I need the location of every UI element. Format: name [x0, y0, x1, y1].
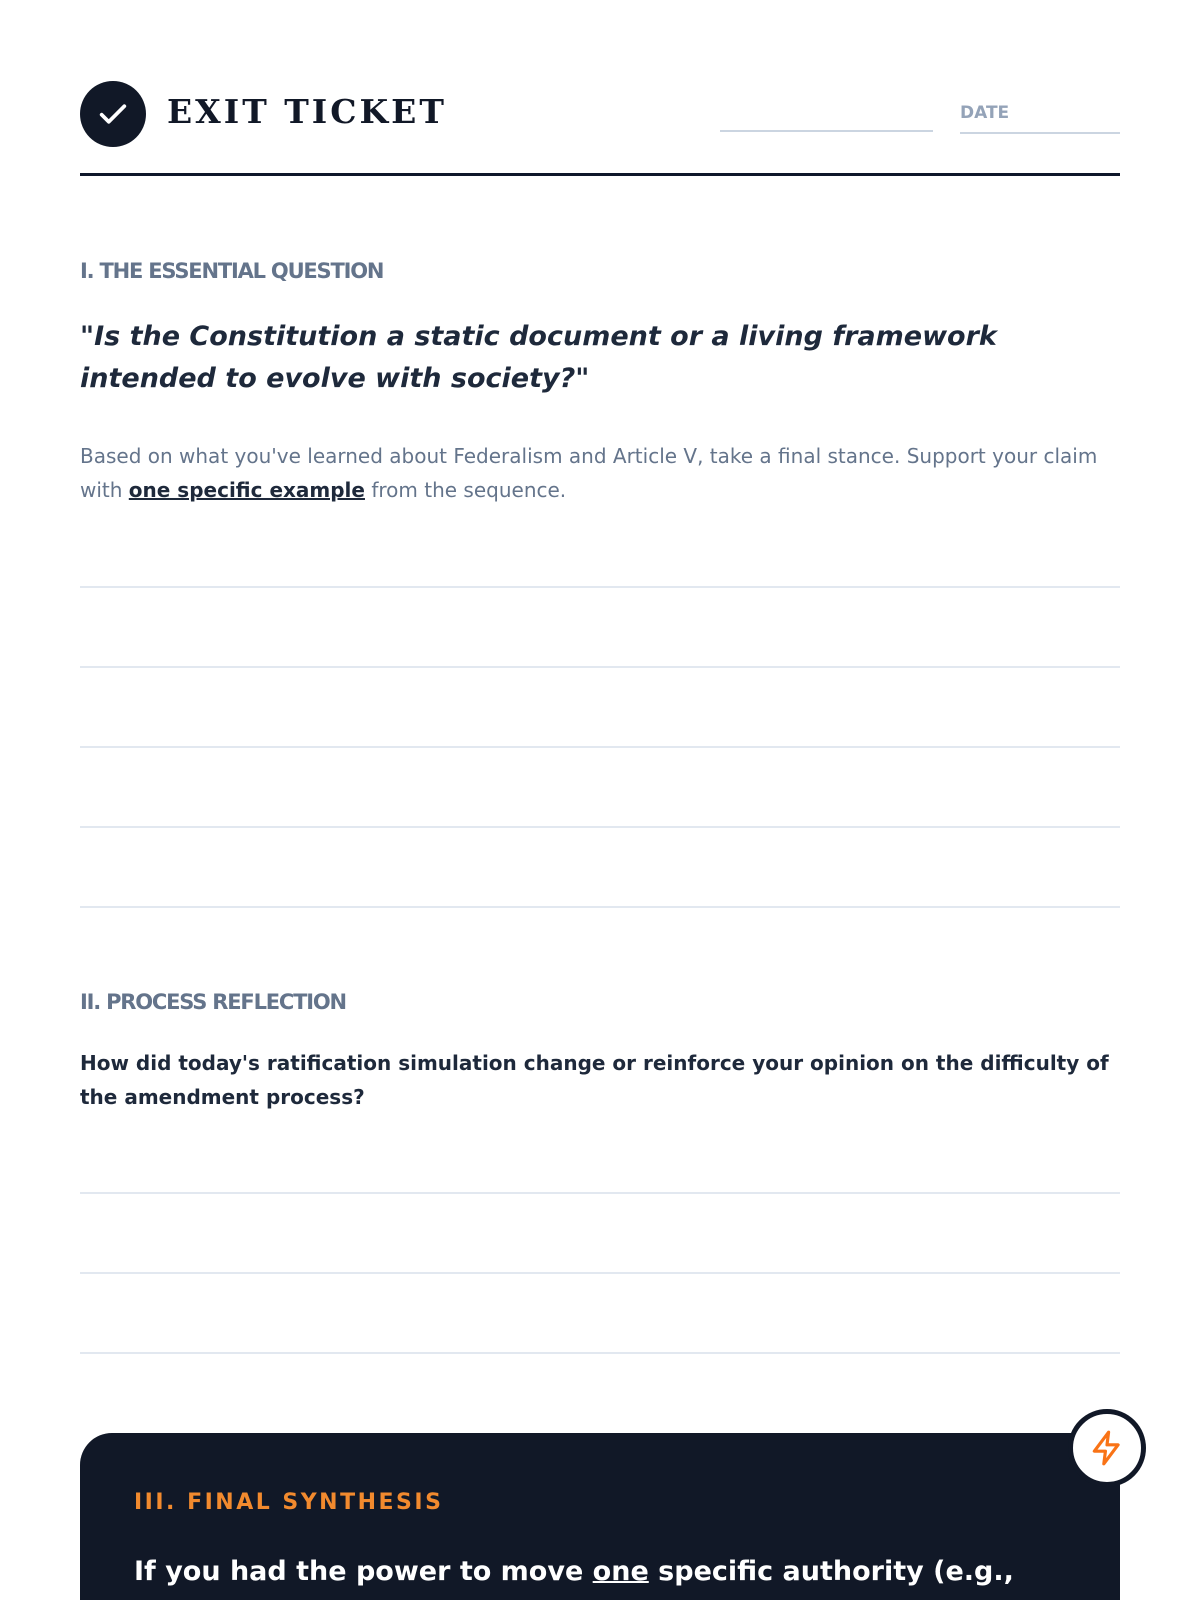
answer-line[interactable] [80, 666, 1120, 668]
section2-label: II. PROCESS REFLECTION [80, 990, 346, 1014]
prompt-text: If you had the power to move [134, 1556, 593, 1587]
reflection-question: How did today's ratification simulation change or reinforce your opinion on the difficulty of the amendment process? [80, 1051, 1109, 1109]
prompt-text-end: specific authority (e.g., [648, 1556, 1014, 1587]
prompt-emphasis: one [592, 1556, 649, 1587]
essential-question: "Is the Constitution a static document or a living framework intended to evolve with society?" [80, 321, 997, 394]
check-icon [96, 97, 130, 131]
section3-label: III. FINAL SYNTHESIS [134, 1490, 444, 1515]
answer-line[interactable] [80, 586, 1120, 588]
page-title: EXIT TICKET [167, 92, 447, 131]
answer-line[interactable] [80, 1192, 1120, 1194]
check-badge [80, 81, 146, 147]
date-label: DATE [960, 103, 1010, 123]
date-field[interactable] [960, 100, 1120, 134]
answer-line[interactable] [80, 826, 1120, 828]
answer-line[interactable] [80, 746, 1120, 748]
instruction-emphasis: one specific example [128, 478, 365, 502]
section1-instructions [80, 439, 1120, 507]
instruction-text-end: from the sequence. [364, 478, 567, 502]
header-divider [80, 173, 1120, 176]
instruction-text: Based on what you've learned about Federalism and Article V, take a final stance. Support your claim with [80, 444, 1098, 502]
name-field[interactable] [720, 130, 933, 132]
answer-line[interactable] [80, 906, 1120, 908]
lightning-badge [1068, 1409, 1146, 1487]
section1-label: I. THE ESSENTIAL QUESTION [80, 259, 384, 283]
answer-line[interactable] [80, 1272, 1120, 1274]
answer-line[interactable] [80, 1352, 1120, 1354]
lightning-icon [1088, 1429, 1126, 1467]
synthesis-prompt [134, 1552, 1074, 1592]
